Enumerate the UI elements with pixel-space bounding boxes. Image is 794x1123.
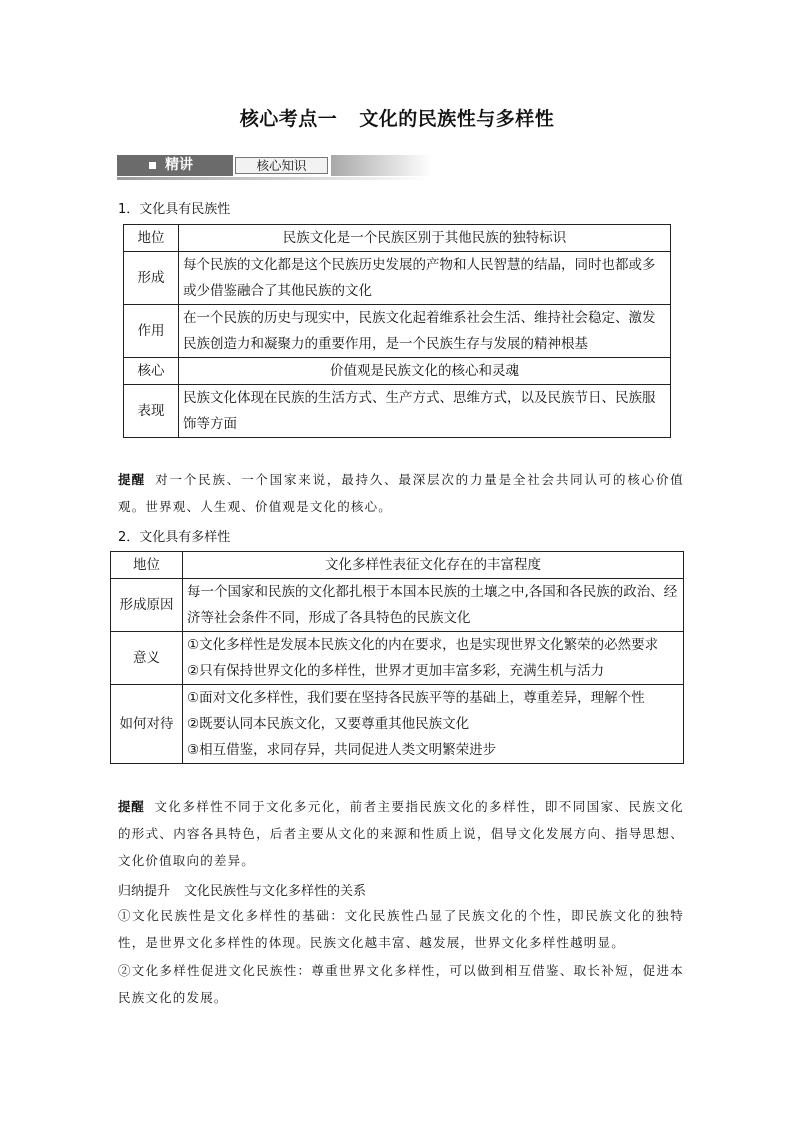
tip1-text: 对一个民族、一个国家来说，最持久、最深层次的力量是全社会共同认可的核心价值观。世界观、人生观、价值观是文化的核心。 bbox=[118, 472, 684, 514]
row-line: ①面对文化多样性，我们要在坚持各民族平等的基础上，尊重差异，理解个性 bbox=[187, 690, 645, 706]
row-line: 文化多样性表征文化存在的丰富程度 bbox=[325, 557, 541, 573]
table-row bbox=[111, 685, 684, 764]
ethnicity-table bbox=[123, 224, 671, 438]
row-key: 意义 bbox=[111, 632, 183, 685]
banner-fade bbox=[331, 155, 431, 176]
tip2 bbox=[118, 793, 684, 874]
row-value: 在一个民族的历史与现实中，民族文化起着维系社会生活、维持社会稳定、激发民族创造力和凝聚力的重要作用，是一个民族生存与发展的精神根基 bbox=[179, 305, 671, 358]
section2-heading: 2．文化具有多样性 bbox=[118, 530, 231, 545]
table-row bbox=[111, 579, 684, 632]
tip1-label: 提醒 bbox=[118, 472, 146, 487]
tip2-label: 提醒 bbox=[118, 799, 145, 814]
row-line: ③相互借鉴，求同存异，共同促进人类文明繁荣进步 bbox=[187, 742, 497, 758]
summary-item-1: ①文化民族性是文化多样性的基础：文化民族性凸显了民族文化的个性，即民族文化的独特性，是世界文化多样性的体现。民族文化越丰富、越发展，世界文化多样性越明显。 bbox=[118, 908, 684, 950]
tip2-text: 文化多样性不同于文化多元化，前者主要指民族文化的多样性，即不同国家、民族文化的形式、内容各具特色，后者主要从文化的来源和性质上说，倡导文化发展方向、指导思想、文化价值取向的差异。 bbox=[118, 799, 684, 868]
table-row bbox=[124, 385, 671, 438]
summary-label: 归纳提升 bbox=[118, 884, 171, 899]
summary-heading bbox=[118, 880, 366, 899]
row-key: 作用 bbox=[124, 305, 179, 358]
row-value: 价值观是民族文化的核心和灵魂 bbox=[179, 358, 671, 385]
row-key: 形成原因 bbox=[111, 579, 183, 632]
square-icon bbox=[149, 162, 156, 169]
row-value: 民族文化是一个民族区别于其他民族的独特标识 bbox=[179, 225, 671, 252]
row-value: 每个民族的文化都是这个民族历史发展的产物和人民智慧的结晶，同时也都或多或少借鉴融合了其他民族的文化 bbox=[179, 252, 671, 305]
row-value bbox=[183, 685, 684, 764]
row-line: ①文化多样性是发展本民族文化的内在要求，也是实现世界文化繁荣的必然要求 bbox=[187, 637, 659, 653]
diversity-table bbox=[110, 551, 684, 764]
row-value bbox=[183, 632, 684, 685]
row-value bbox=[183, 552, 684, 579]
table-row bbox=[124, 252, 671, 305]
summary-title: 文化民族性与文化多样性的关系 bbox=[184, 884, 367, 899]
row-line: 每一个国家和民族的文化都扎根于本国本民族的土壤之中,各国和各民族的政治、经济等社会条件不同，形成了各具特色的民族文化 bbox=[187, 584, 678, 626]
section1-heading: 1．文化具有民族性 bbox=[118, 202, 231, 217]
table-row bbox=[124, 305, 671, 358]
row-line: ②只有保持世界文化的多样性，世界才更加丰富多彩，充满生机与活力 bbox=[187, 663, 605, 679]
title-part-1: 核心考点一 bbox=[239, 108, 338, 130]
section-banner bbox=[117, 155, 431, 181]
tip1 bbox=[118, 466, 684, 520]
table-row bbox=[111, 632, 684, 685]
summary-item-2: ②文化多样性促进文化民族性：尊重世界文化多样性，可以做到相互借鉴、取长补短，促进本民族文化的发展。 bbox=[118, 963, 684, 1005]
table-row bbox=[111, 552, 684, 579]
table-row bbox=[124, 225, 671, 252]
row-key: 核心 bbox=[124, 358, 179, 385]
row-value bbox=[183, 579, 684, 632]
banner-underline bbox=[117, 177, 431, 180]
banner-tag: 核心知识 bbox=[235, 157, 328, 174]
row-key: 表现 bbox=[124, 385, 179, 438]
table-row bbox=[124, 358, 671, 385]
row-key: 形成 bbox=[124, 252, 179, 305]
title-part-2: 文化的民族性与多样性 bbox=[359, 108, 555, 130]
banner-main: 精讲 bbox=[117, 155, 233, 176]
row-value: 民族文化体现在民族的生活方式、生产方式、思维方式，以及民族节日、民族服饰等方面 bbox=[179, 385, 671, 438]
page-title bbox=[0, 104, 794, 131]
row-key: 地位 bbox=[124, 225, 179, 252]
row-key: 如何对待 bbox=[111, 685, 183, 764]
row-key: 地位 bbox=[111, 552, 183, 579]
row-line: ②既要认同本民族文化，又要尊重其他民族文化 bbox=[187, 716, 470, 732]
